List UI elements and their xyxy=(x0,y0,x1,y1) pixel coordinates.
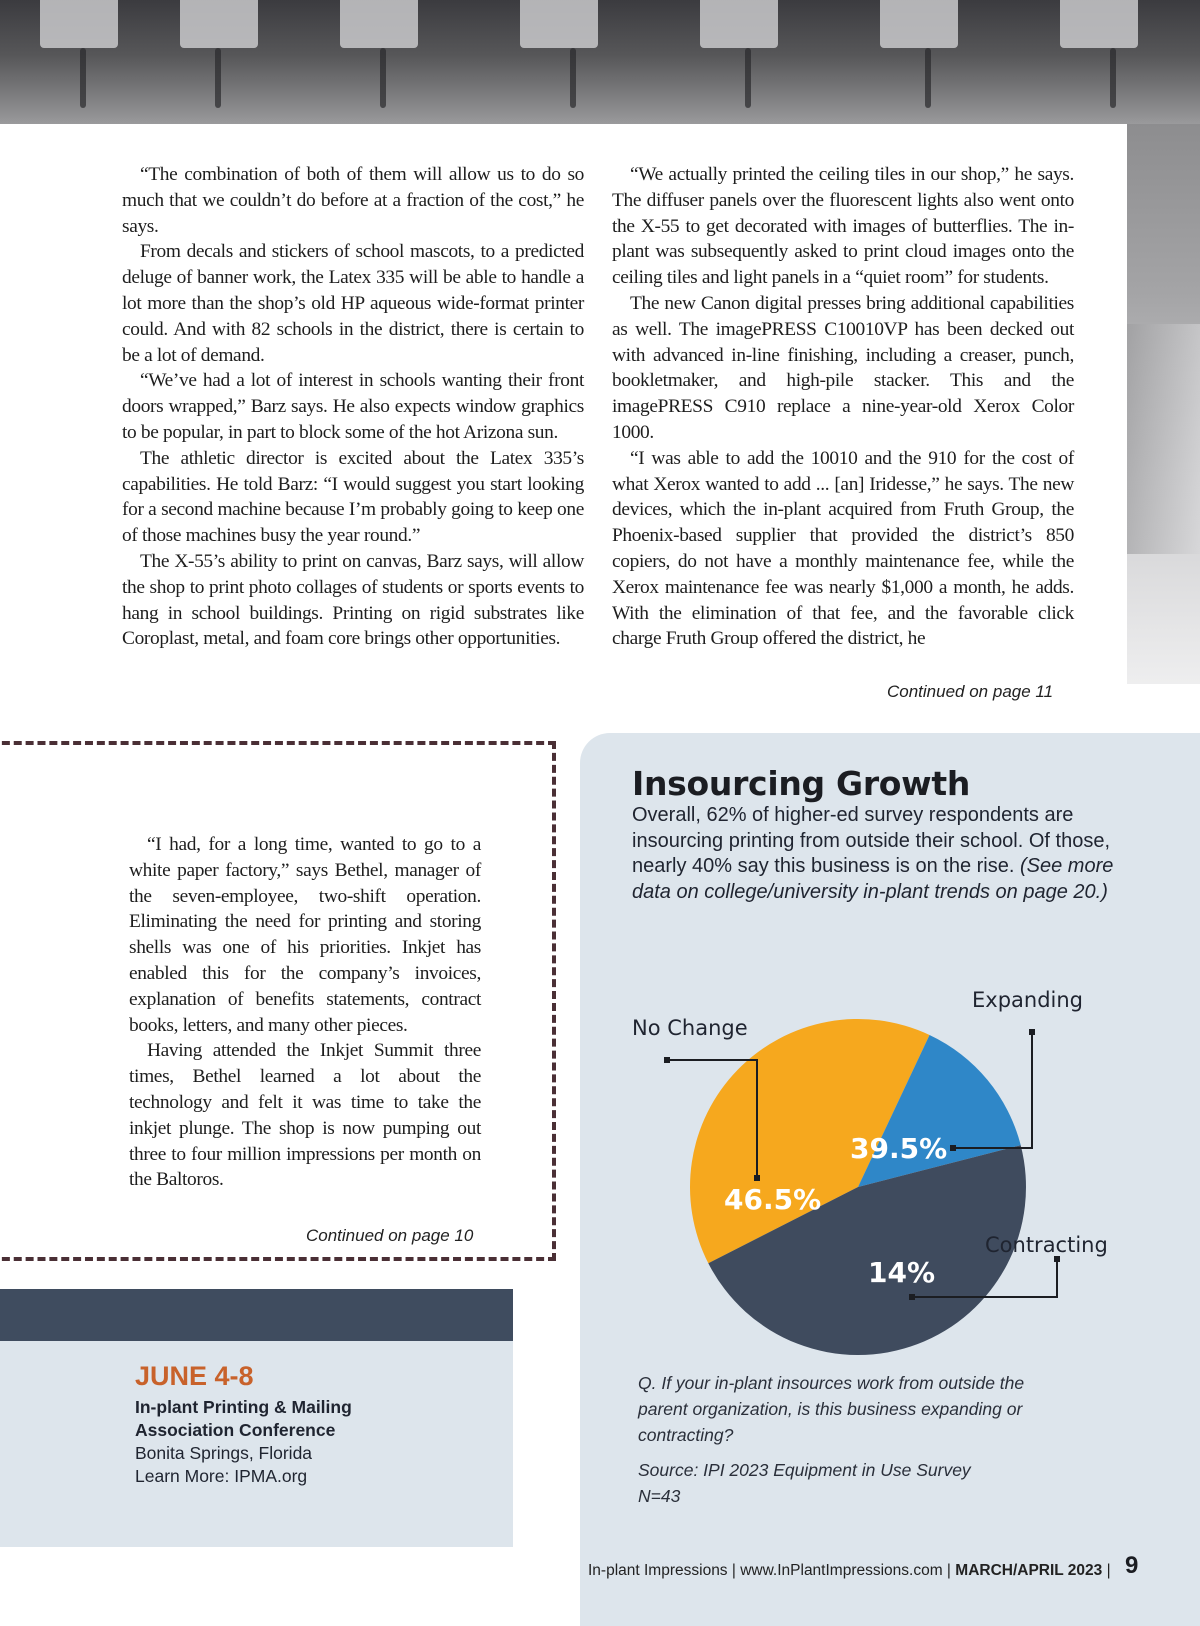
footer-text: In-plant Impressions | www.InPlantImpressions.com | xyxy=(588,1562,951,1579)
event-link[interactable]: Learn More: IPMA.org xyxy=(135,1466,308,1486)
event-name: In-plant Printing & Mailing xyxy=(135,1397,352,1417)
pie-value-no-change: 46.5% xyxy=(724,1183,822,1216)
paragraph: “We actually printed the ceiling tiles in our shop,” he says. The diffuser panels over the fluorescent lights also went onto the X-55 to get decorated with images of butterflies. The in-plant was subsequently asked to print cloud images onto the ceiling tiles and light panels in a “quiet room” for students. xyxy=(612,164,1074,289)
paragraph: From decals and stickers of school mascots, to a predicted deluge of banner work, the Latex 335 will be able to handle a lot more than the shop’s old HP aqueous wide-format printer could. And with 82 schools in the district, there is certain to be a lot of demand. xyxy=(122,241,584,366)
survey-source: Source: IPI 2023 Equipment in Use Survey xyxy=(638,1460,971,1480)
leader-dot xyxy=(754,1175,760,1181)
survey-sample-size: N=43 xyxy=(638,1486,681,1506)
pie-label-contracting: Contracting xyxy=(985,1233,1108,1257)
event-location: Bonita Springs, Florida xyxy=(135,1443,313,1463)
paragraph: The new Canon digital presses bring additional capabilities as well. The imagePRESS C10010VP has been decked out with advanced in-line finishing, including a creaser, punch, bookletmaker, and high-pile stacker. This and the imagePRESS C910 replace a nine-year-old Xerox Color 1000. xyxy=(612,292,1074,443)
paragraph: “The combination of both of them will allow us to do so much that we couldn’t do before at a fraction of the cost,” he says. xyxy=(122,164,584,237)
leader-dot xyxy=(664,1057,670,1063)
pie-value-expanding: 39.5% xyxy=(850,1132,948,1165)
panel-title: Insourcing Growth xyxy=(632,764,971,803)
paragraph: Having attended the Inkjet Summit three times, Bethel learned a lot about the technology and felt it was time to take the inkjet plunge. The shop is now pumping out three to four million impressions per month on the Baltoros. xyxy=(129,1040,481,1191)
leader-dot xyxy=(1029,1029,1035,1035)
paragraph: The X-55’s ability to print on canvas, Barz says, will allow the shop to print photo collages of students or sports events to hang in school buildings. Printing on rigid substrates like Coroplast, metal, and foam core brings other opportunities. xyxy=(122,550,584,650)
pie-value-contracting: 14% xyxy=(868,1256,936,1289)
survey-question: Q. If your in-plant insources work from outside the parent organization, is this business expanding or contracting? xyxy=(638,1373,1025,1445)
intro-reference: (See more data on college/university in-plant trends on page 20.) xyxy=(632,855,1114,903)
page-number: 9 xyxy=(1125,1552,1139,1579)
footer xyxy=(588,1562,1111,1580)
continued-link[interactable]: Continued on page 10 xyxy=(306,1226,474,1245)
paragraph: “I was able to add the 10010 and the 910 for the cost of what Xerox wanted to add ... [an] Iridesse,” he says. The new devices, which the in-plant acquired from Fruth Group, the Phoenix-based supplier that provided the district’s 850 copiers, do not have a monthly maintenance fee, while the Xerox maintenance fee was nearly $1,000 a month, he adds. With the elimination of that fee, and the favorable click charge Fruth Group offered the district, he xyxy=(612,447,1074,650)
paragraph: The athletic director is excited about the Latex 335’s capabilities. He told Barz: “I would suggest you start looking for a second machine because I’m probably going to keep one of those machines busy the year round.” xyxy=(122,447,584,547)
leader-dot xyxy=(909,1294,915,1300)
footer-separator: | xyxy=(1106,1562,1111,1579)
continued-link[interactable]: Continued on page 11 xyxy=(887,682,1054,701)
paragraph: “I had, for a long time, wanted to go to a white paper factory,” says Bethel, manager of the seven-employee, two-shift operation. Eliminating the need for printing and storing shells was one of his priorities. Inkjet has enabled this for the company’s invoices, explanation of benefits statements, contract books, letters, and many other pieces. xyxy=(129,834,481,1036)
paragraph: “We’ve had a lot of interest in schools wanting their front doors wrapped,” Barz says. He also expects window graphics to be popular, in part to block some of the hot Arizona sun. xyxy=(122,370,584,443)
footer-issue: MARCH/APRIL 2023 xyxy=(955,1562,1103,1579)
event-name: Association Conference xyxy=(135,1420,336,1440)
pie-label-expanding: Expanding xyxy=(972,988,1084,1012)
pie-label-no-change: No Change xyxy=(632,1016,748,1040)
leader-dot xyxy=(950,1145,956,1151)
event-date: JUNE 4-8 xyxy=(135,1361,254,1391)
intro-text: Overall, 62% of higher-ed survey respondents are insourcing printing from outside their school. Of those, nearly 40% say this business is on the rise. xyxy=(632,804,1111,878)
